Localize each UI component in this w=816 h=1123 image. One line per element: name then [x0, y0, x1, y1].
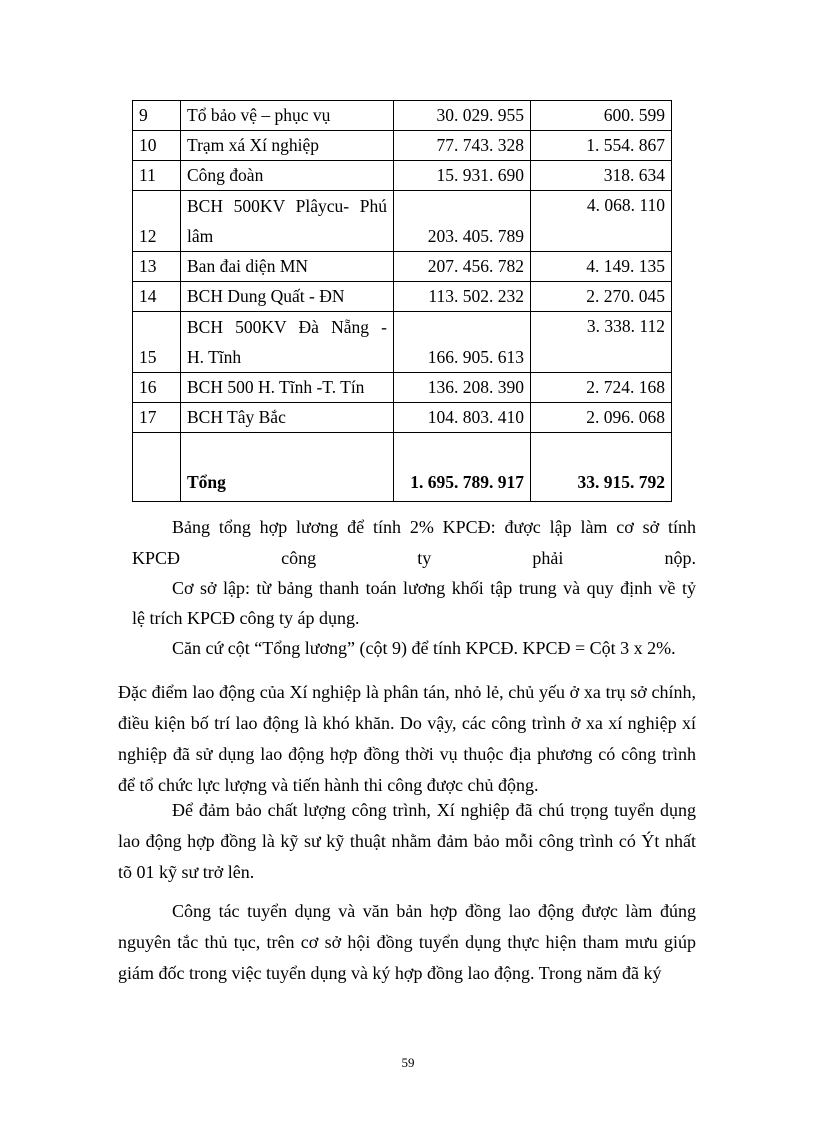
total-salary: 15. 931. 690 [394, 161, 531, 191]
total-salary: 136. 208. 390 [394, 373, 531, 403]
unit-name-line-1: BCH 500KV Plâycu- Phú [187, 196, 387, 216]
unit-name: BCH 500 H. Tĩnh -T. Tín [181, 373, 394, 403]
page-number: 59 [401, 1055, 415, 1070]
unit-name: BCH Dung Quất - ĐN [181, 282, 394, 312]
table-row [133, 252, 672, 282]
kpcd-amount: 2. 096. 068 [531, 403, 672, 433]
table-row [133, 373, 672, 403]
total-salary: 203. 405. 789 [394, 191, 531, 252]
unit-name: Ban đai diện MN [181, 252, 394, 282]
unit-name-line-2: H. Tĩnh [187, 347, 242, 367]
total-kpcd-sum: 33. 915. 792 [531, 433, 672, 502]
paragraph-5: Để đảm bảo chất lượng công trình, Xí nghiệp đã chú trọng tuyển dụng lao động hợp đồng là kỹ sư kỹ thuật nhằm đảm bảo mỗi công trình có Ýt nhất tõ 01 kỹ sư trở lên. [118, 800, 696, 882]
table-row [133, 282, 672, 312]
table-row [133, 403, 672, 433]
table-row [133, 131, 672, 161]
row-number: 15 [133, 312, 181, 373]
unit-name [181, 191, 394, 252]
kpcd-amount: 4. 068. 110 [531, 191, 672, 252]
kpcd-amount: 2. 270. 045 [531, 282, 672, 312]
row-number: 10 [133, 131, 181, 161]
total-number-cell [133, 433, 181, 502]
total-salary: 113. 502. 232 [394, 282, 531, 312]
total-row [133, 433, 672, 502]
kpcd-amount: 1. 554. 867 [531, 131, 672, 161]
table-row [133, 161, 672, 191]
paragraph-2-line-2: lệ trích KPCĐ công ty áp dụng. [132, 608, 360, 628]
row-number: 14 [133, 282, 181, 312]
kpcd-amount: 600. 599 [531, 101, 672, 131]
total-salary: 207. 456. 782 [394, 252, 531, 282]
kpcd-amount: 2. 724. 168 [531, 373, 672, 403]
unit-name: BCH Tây Bắc [181, 403, 394, 433]
paragraph-3: Căn cứ cột “Tổng lương” (cột 9) để tính KPCĐ. KPCĐ = Cột 3 x 2%. [172, 638, 676, 658]
paragraph-2-line-1: Cơ sở lập: từ bảng thanh toán lương khối tập trung và quy định về tỷ [172, 578, 696, 598]
unit-name: Công đoàn [181, 161, 394, 191]
table-row [133, 312, 672, 373]
unit-name [181, 312, 394, 373]
paragraph-1-line-2: KPCĐ công ty phải nộp. [132, 548, 696, 568]
kpcd-amount: 318. 634 [531, 161, 672, 191]
unit-name-line-2: lâm [187, 226, 214, 246]
kpcd-amount: 4. 149. 135 [531, 252, 672, 282]
total-label: Tổng [181, 433, 394, 502]
row-number: 17 [133, 403, 181, 433]
unit-name: Trạm xá Xí nghiệp [181, 131, 394, 161]
table-row [133, 191, 672, 252]
table-row [133, 101, 672, 131]
paragraph-4: Đặc điểm lao động của Xí nghiệp là phân tán, nhỏ lẻ, chủ yếu ở xa trụ sở chính, điều kiện bố trí lao động là khó khăn. Do vậy, các công trình ở xa xí nghiệp xí nghiệp đã sử dụng lao động hợp đồng thời vụ thuộc địa phương có công trình để tổ chức lực lượng và tiến hành thi công được chủ động. [118, 682, 696, 795]
total-salary-sum: 1. 695. 789. 917 [394, 433, 531, 502]
row-number: 11 [133, 161, 181, 191]
row-number: 16 [133, 373, 181, 403]
row-number: 13 [133, 252, 181, 282]
total-salary: 166. 905. 613 [394, 312, 531, 373]
row-number: 12 [133, 191, 181, 252]
total-salary: 30. 029. 955 [394, 101, 531, 131]
paragraph-6: Công tác tuyển dụng và văn bản hợp đồng lao động được làm đúng nguyên tắc thủ tục, trên cơ sở hội đồng tuyển dụng thực hiện tham mưu giúp giám đốc trong việc tuyển dụng và ký hợp đồng lao động. Trong năm đã ký [118, 901, 696, 983]
total-salary: 77. 743. 328 [394, 131, 531, 161]
row-number: 9 [133, 101, 181, 131]
paragraph-1-line-1: Bảng tổng hợp lương để tính 2% KPCĐ: được lập làm cơ sở tính [172, 517, 696, 537]
salary-table [132, 100, 672, 502]
kpcd-amount: 3. 338. 112 [531, 312, 672, 373]
unit-name-line-1: BCH 500KV Đà Nẵng - [187, 317, 387, 337]
unit-name: Tổ bảo vệ – phục vụ [181, 101, 394, 131]
total-salary: 104. 803. 410 [394, 403, 531, 433]
